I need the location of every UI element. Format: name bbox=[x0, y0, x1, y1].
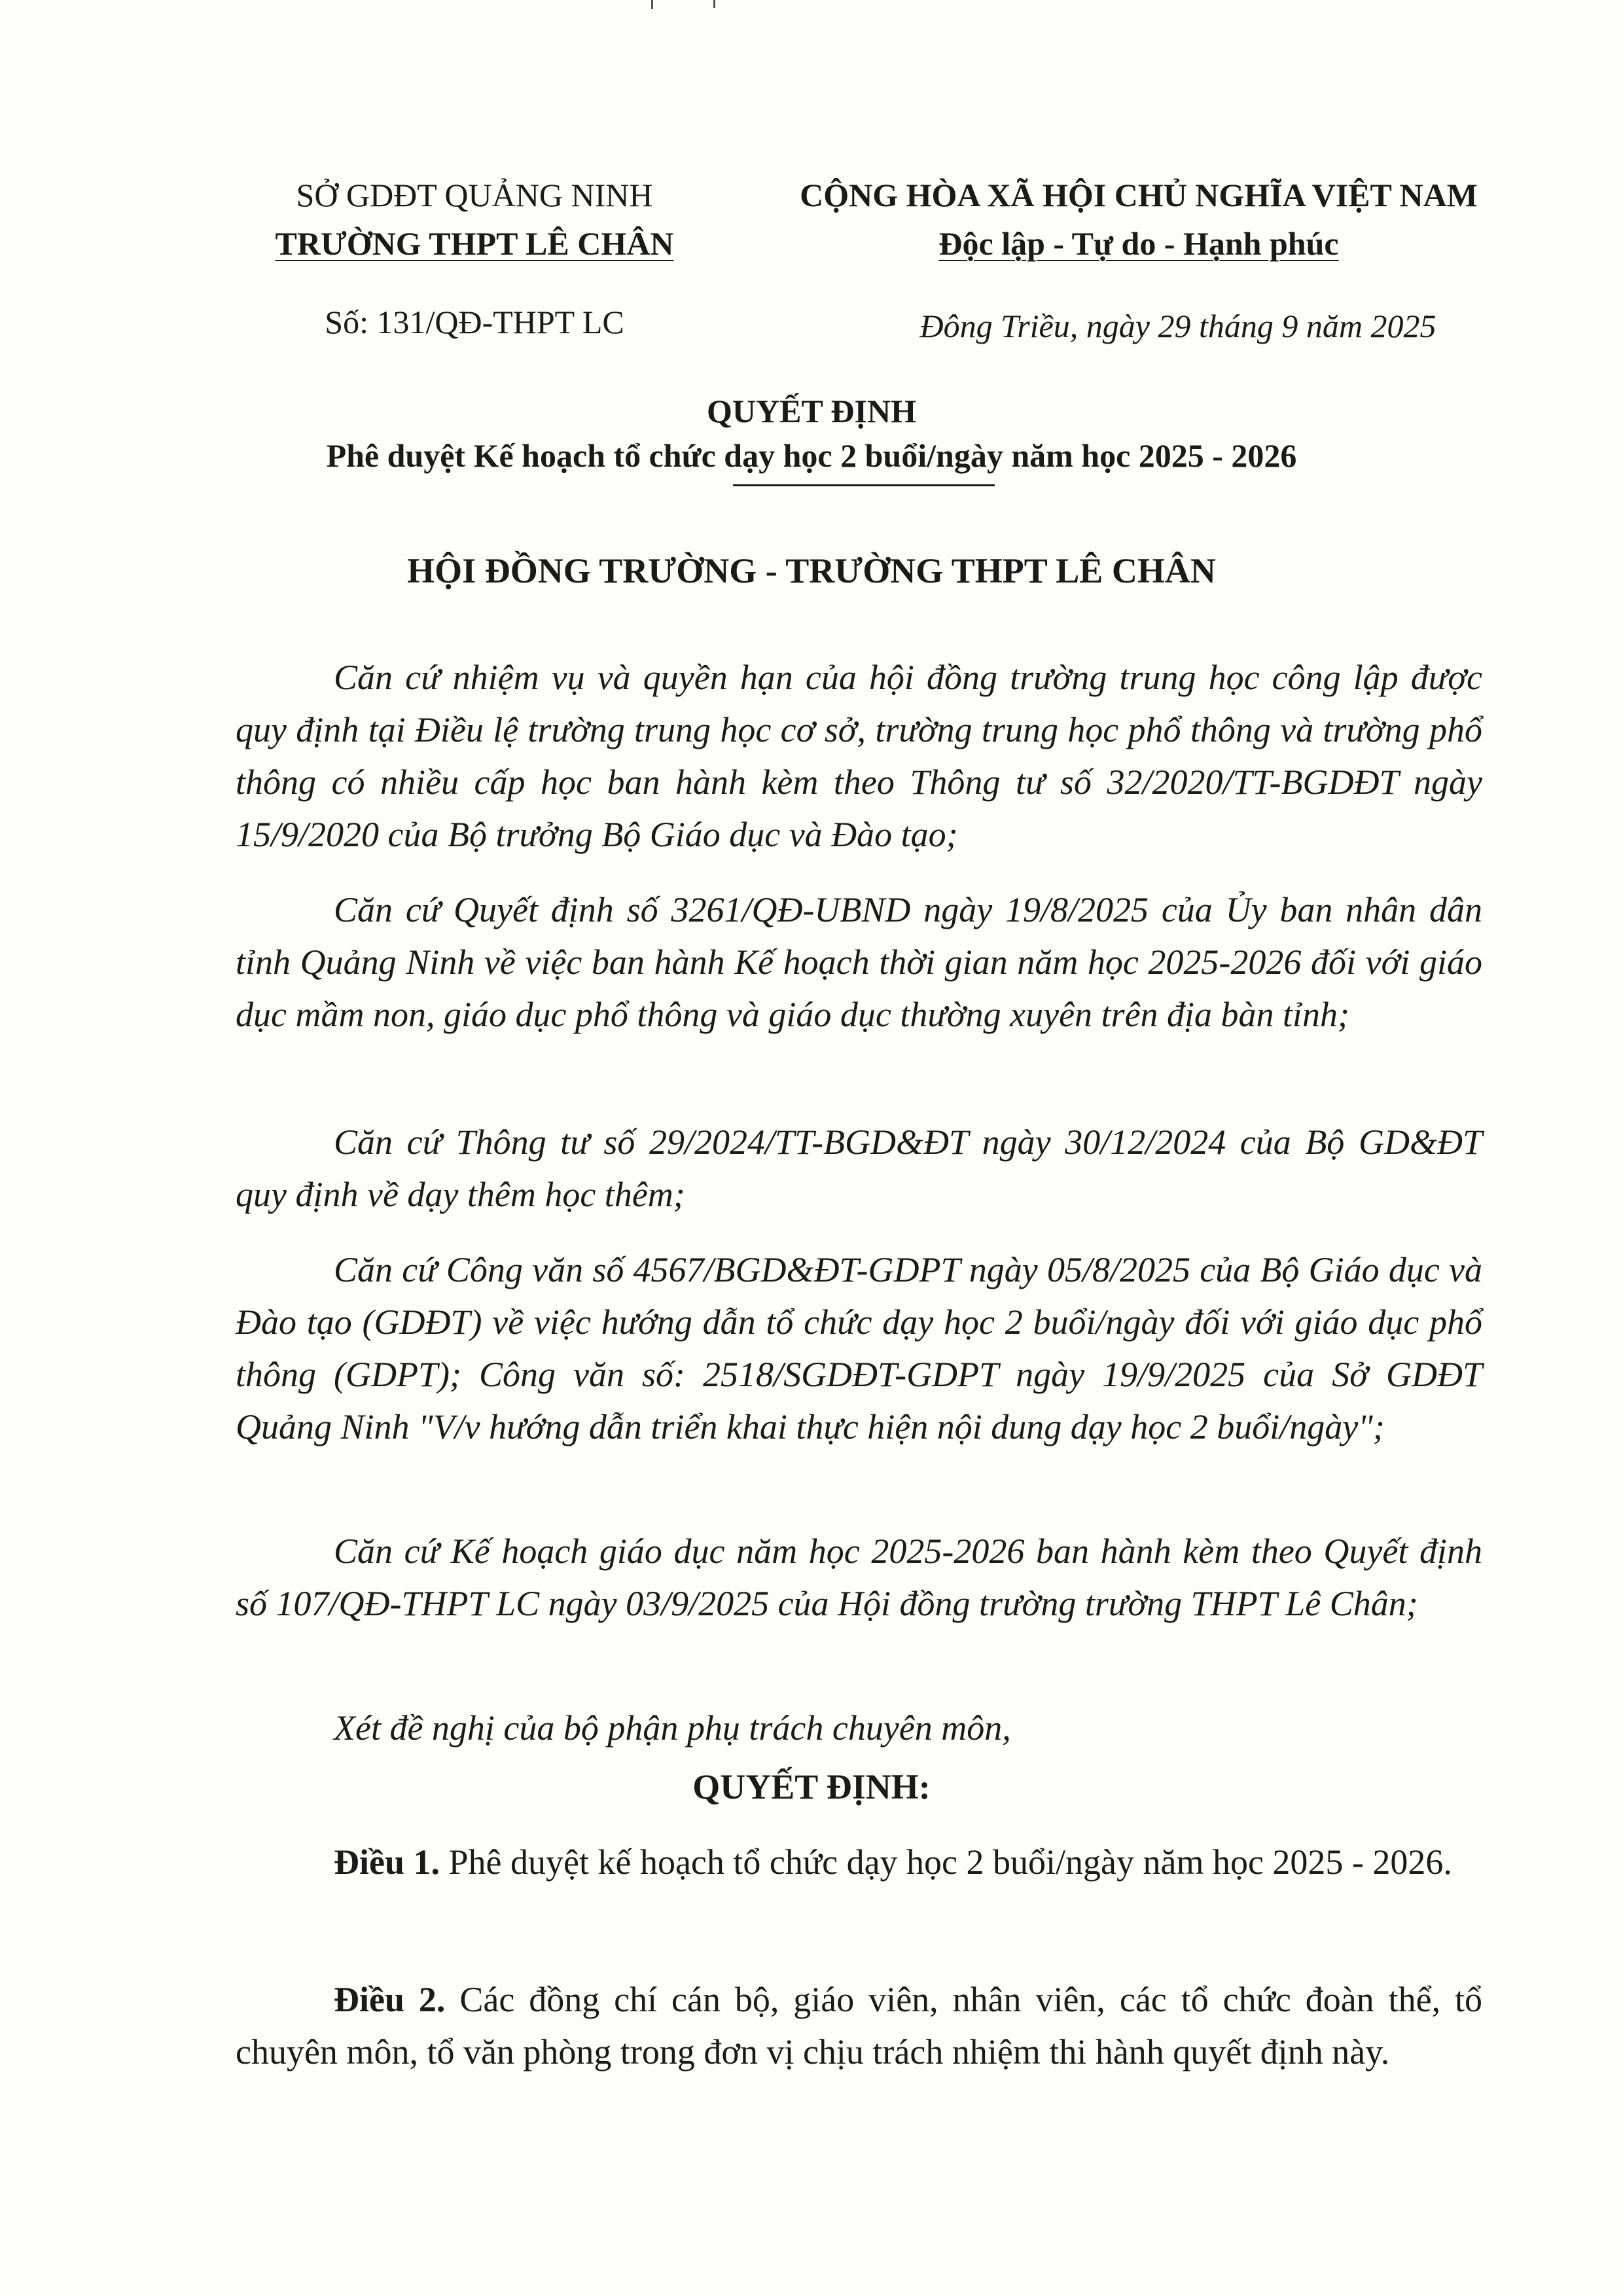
proposal-clause: Xét đề nghị của bộ phận phụ trách chuyên môn, bbox=[334, 1708, 1011, 1748]
school-name bbox=[232, 224, 717, 263]
article-1-label: Điều 1. bbox=[334, 1842, 440, 1882]
document-number: Số: 131/QĐ-THPT LC bbox=[325, 304, 624, 340]
article-1 bbox=[236, 1836, 1482, 1888]
document-subject: Phê duyệt Kế hoạch tổ chức dạy học 2 buổi/ngày năm học 2025 - 2026 bbox=[326, 437, 1297, 474]
legal-basis-3: Căn cứ Thông tư số 29/2024/TT-BGD&ĐT ngày 30/12/2024 của Bộ GD&ĐT quy định về dạy thêm học thêm; bbox=[236, 1122, 1482, 1214]
legal-basis-5: Căn cứ Kế hoạch giáo dục năm học 2025-2026 ban hành kèm theo Quyết định số 107/QĐ-THPT LC ngày 03/9/2025 của Hội đồng trường trường THPT Lê Chân; bbox=[236, 1532, 1482, 1623]
scan-mark bbox=[713, 0, 715, 8]
issuing-authority: HỘI ĐỒNG TRƯỜNG - TRƯỜNG THPT LÊ CHÂN bbox=[407, 551, 1216, 590]
scan-mark bbox=[651, 0, 653, 9]
article-1-text: Phê duyệt kế hoạch tổ chức dạy học 2 buổi/ngày năm học 2025 - 2026. bbox=[440, 1842, 1452, 1882]
legal-basis-2: Căn cứ Quyết định số 3261/QĐ-UBND ngày 19/8/2025 của Ủy ban nhân dân tỉnh Quảng Ninh về việc ban hành Kế hoạch thời gian năm học 2025-2026 đối với giáo dục mầm non, giáo dục phổ thông và giáo dục thường xuyên trên địa bàn tỉnh; bbox=[236, 890, 1482, 1034]
national-motto bbox=[733, 224, 1544, 263]
school-name-text: TRƯỜNG THPT LÊ CHÂN bbox=[275, 225, 674, 262]
national-motto-text: Độc lập - Tự do - Hạnh phúc bbox=[938, 225, 1339, 262]
decision-heading: QUYẾT ĐỊNH: bbox=[692, 1767, 931, 1806]
legal-basis-1: Căn cứ nhiệm vụ và quyền hạn của hội đồng trường trung học công lập được quy định tại Điều lệ trường trung học cơ sở, trường trung học phổ thông và trường phổ thông có nhiều cấp học ban hành kèm theo Thông tư số 32/2020/TT-BGDĐT ngày 15/9/2020 của Bộ trưởng Bộ Giáo dục và Đào tạo; bbox=[236, 658, 1482, 854]
article-2-label: Điều 2. bbox=[334, 1980, 446, 2019]
place-and-date: Đông Triều, ngày 29 tháng 9 năm 2025 bbox=[919, 308, 1436, 344]
article-2-text: Các đồng chí cán bộ, giáo viên, nhân viên, các tổ chức đoàn thể, tổ chuyên môn, tổ văn phòng trong đơn vị chịu trách nhiệm thi hành quyết định này. bbox=[236, 1980, 1482, 2072]
subject-underline bbox=[733, 484, 995, 486]
article-2 bbox=[236, 1973, 1482, 2078]
department-name: SỞ GDĐT QUẢNG NINH bbox=[296, 177, 653, 213]
legal-basis-4: Căn cứ Công văn số 4567/BGD&ĐT-GDPT ngày 05/8/2025 của Bộ Giáo dục và Đào tạo (GDĐT) về việc hướng dẫn tổ chức dạy học 2 buổi/ngày đối với giáo dục phổ thông (GDPT); Công văn số: 2518/SGDĐT-GDPT ngày 19/9/2025 của Sở GDĐT Quảng Ninh "V/v hướng dẫn triển khai thực hiện nội dung dạy học 2 buổi/ngày"; bbox=[236, 1250, 1482, 1446]
document-title: QUYẾT ĐỊNH bbox=[707, 393, 916, 429]
republic-title: CỘNG HÒA XÃ HỘI CHỦ NGHĨA VIỆT NAM bbox=[800, 177, 1478, 213]
